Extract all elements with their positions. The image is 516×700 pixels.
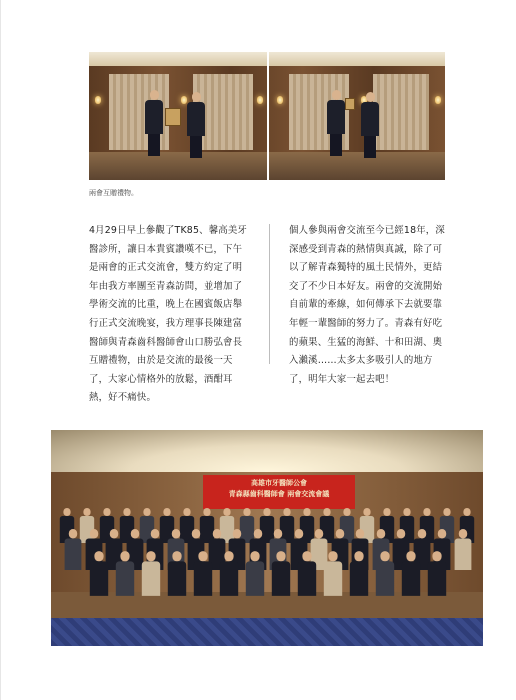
group-person (194, 551, 212, 596)
group-person (350, 551, 368, 596)
group-person (376, 551, 394, 596)
banner-line: 青森縣齒科醫師會 兩會交流會議 (228, 490, 330, 498)
group-person (428, 551, 446, 596)
group-person (90, 551, 108, 596)
group-person (454, 529, 471, 570)
person (361, 92, 379, 158)
person (145, 90, 163, 156)
group-person (116, 551, 134, 596)
wall-lamp (257, 96, 263, 104)
group-person (142, 551, 160, 596)
photo-carpet (51, 618, 483, 646)
group-person (324, 551, 342, 596)
group-person (298, 551, 316, 596)
gift-bottle (345, 98, 355, 110)
person (187, 92, 205, 158)
group-person (65, 529, 82, 570)
photo-divider (267, 52, 269, 180)
column-divider (269, 224, 270, 364)
gift-frame (165, 108, 181, 126)
wall-lamp (277, 96, 283, 104)
person (327, 90, 345, 156)
group-person (246, 551, 264, 596)
group-person (272, 551, 290, 596)
photo-curtain (373, 74, 429, 150)
article-column-right (289, 222, 449, 389)
wall-lamp (95, 96, 101, 104)
article-column-left (89, 222, 249, 408)
article-paragraph: 個人參與兩會交流至今已經18年，深深感受到青森的熱情與真誠，除了可以了解青森獨特的風土民情外，更結交了不少日本好友。兩會的交流開始自前輩的牽線，如何傳承下去就要靠年輕一輩醫師的努力了。青森有好吃的蘋果、生猛的海鮮、十和田湖、奧入瀨溪……太多太多吸引人的地方了，明年大家一起去吧！ (289, 225, 445, 385)
gift-exchange-photo (89, 52, 445, 180)
wall-lamp (435, 96, 441, 104)
group-photo (51, 430, 483, 646)
article-paragraph: 4月29日早上參觀了TK85、馨高美牙醫診所，讓日本貴賓讚嘆不已，下午是兩會的正式交流會，雙方約定了明年由我方率團至青森訪問，並增加了學術交流的比重，晚上在國賓飯店舉行正式交流晚宴，我方理事長陳建富醫師與青森齒科醫師會山口勝弘會長互贈禮物，由於是交流的最後一天了，大家心情格外的放鬆，酒酣耳熱，好不痛快。 (89, 225, 247, 404)
group-person (220, 551, 238, 596)
group-person (168, 551, 186, 596)
group-person (402, 551, 420, 596)
banner-line: 高雄市牙醫師公會 (251, 479, 307, 487)
group-crowd (51, 430, 483, 646)
photo-caption: 兩會互贈禮物。 (89, 189, 138, 197)
